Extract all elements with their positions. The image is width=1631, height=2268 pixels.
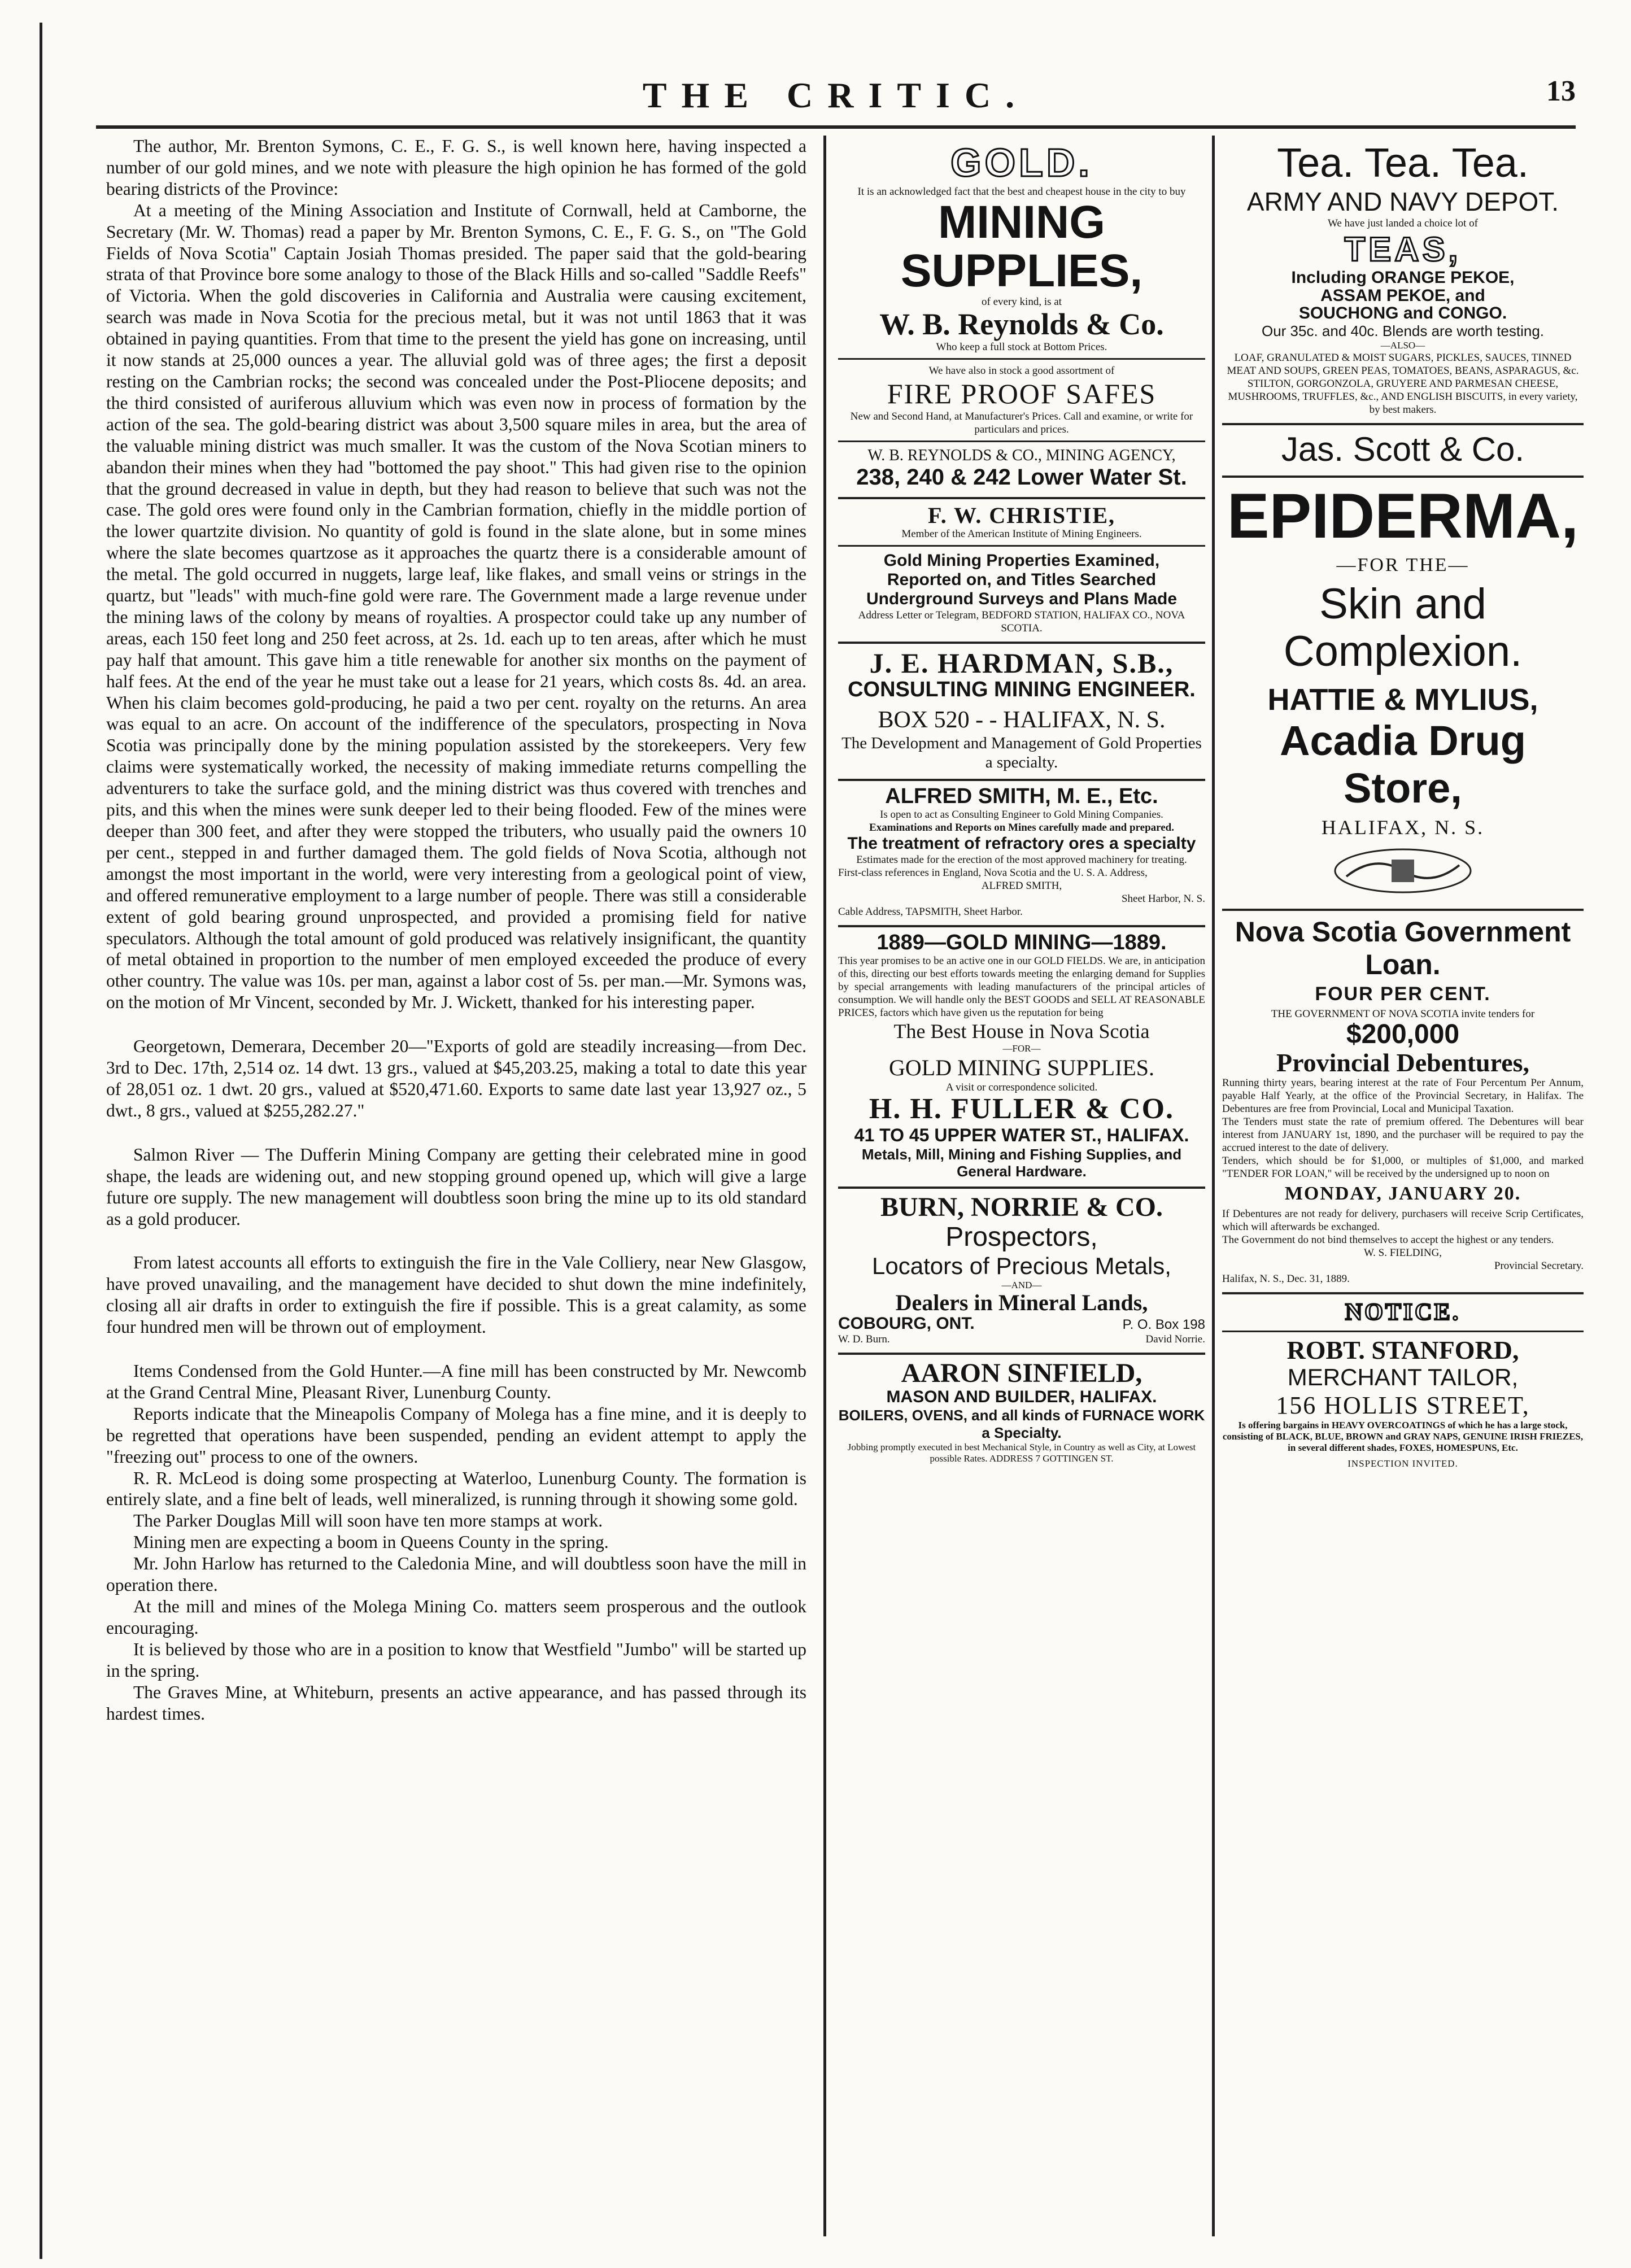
ad-text: Metals, Mill, Mining and Fishing Supplies, and General Hardware. <box>861 1145 1182 1180</box>
coat-of-arms-icon <box>1312 843 1493 899</box>
ad-text: INSPECTION INVITED. <box>1347 1458 1458 1469</box>
ad-text: Underground Surveys and Plans Made <box>866 589 1178 608</box>
column-rule <box>1212 136 1215 2236</box>
ad-heading: Locators of Precious Metals, <box>872 1252 1171 1279</box>
ad-hardman <box>838 644 1205 782</box>
ad-heading: GOLD. <box>950 141 1093 185</box>
ad-heading: Prospectors, <box>945 1222 1098 1252</box>
article-paragraph: Mining men are expecting a boom in Queens County in the spring. <box>133 1532 609 1552</box>
ad-heading: FIRE PROOF SAFES <box>887 377 1157 409</box>
page-header <box>96 75 1576 125</box>
ad-text: —ALSO— <box>1380 339 1425 351</box>
ad-heading: Jas. Scott & Co. <box>1281 430 1525 468</box>
ad-text: This year promises to be an active one in our GOLD FIELDS. We are, in anticipation of this, directing our best efforts towards meeting the enlarging demand for Supplies by special arrangements with leading manufacturers of the principal articles of consumption. We will handle only the BEST GOODS and SELL AT REASONABLE PRICES, factors which have given us the reputation for being <box>838 954 1205 1019</box>
ad-text: W. S. FIELDING, <box>1363 1246 1442 1259</box>
ad-heading: MONDAY, JANUARY 20. <box>1284 1183 1521 1204</box>
ad-text: HALIFAX, N. S. <box>1321 815 1485 839</box>
ad-text: Including ORANGE PEKOE, <box>1291 268 1515 287</box>
article-paragraph: R. R. McLeod is doing some prospecting at Waterloo, Lunenburg County. The formation is entirely slate, and a fine belt of leads, well mineralized, is running through it showing some gold. <box>106 1468 806 1510</box>
article-paragraph: Salmon River — The Dufferin Mining Company are getting their celebrated mine in good shape, the leads are widening out, and new stopping ground opened up, which will give a large future ore supply. The new management will doubtless soon bring the mine up to its old standard as a gold producer. <box>106 1144 806 1229</box>
ad-heading: ALFRED SMITH, M. E., Etc. <box>885 784 1158 809</box>
ad-heading: MINING SUPPLIES, <box>900 197 1143 296</box>
ad-text: If Debentures are not ready for delivery, purchasers will receive Scrip Certificates, which will afterwards be exchanged. <box>1222 1207 1584 1233</box>
ads-column-right <box>1222 136 1584 2236</box>
ad-text: of every kind, is at <box>982 296 1062 308</box>
ad-tea <box>1222 136 1584 425</box>
article-paragraph: At the mill and mines of the Molega Mining Co. matters seem prosperous and the outlook encouraging. <box>106 1597 806 1638</box>
article-paragraph: At a meeting of the Mining Association and Institute of Cornwall, held at Camborne, the Secretary (Mr. W. Thomas) read a paper by Mr. Brenton Symons, C. E., F. G. S., on "The Gold Fields of Nova Scotia" Captain Josiah Thomas presided. The paper said that the gold-bearing strata of that Province bore some analogy to those of the Black Hills and so-called "Saddle Reefs" of Victoria. When the gold discoveries in California and Australia were causing excitement, search was made in Nova Scotia for the precious metal, but it was not until 1863 that it was obtained in paying quantities. From that time to the present the yield has gone on increasing, until it now stands at 25,000 ounces a year. The alluvial gold was of three ages; the first a deposit resting on the Cambrian rocks; the second was concealed under the Post-Pliocene deposits; and the third consisted of auriferous alluvium which was even now in process of formation by the action of the sea. The gold-bearing district was about 3,500 square miles in area, but the area of the valuable mining district was much smaller. It was the custom of the Nova Scotian miners to abandon their mines when they had "bottomed the pay shoot." This had given rise to the opinion that the ground decreased in value in depth, but they had reason to believe that such was not the case. The gold ores were found only in the Cambrian formation, chiefly in the middle portion of the lower quartzite division. No quantity of gold is found in the slate alone, but in some mines where the slate becomes quartzose as it approaches the quartz there is a considerable amount of the metal. The gold occurred in nuggets, large leaf, like flakes, and small veins or strings in the quartz, but "leads" with much-fine gold were rare. The Government made a large revenue under the mining laws of the colony by means of royalties. A prospector could take up any number of areas, each 150 feet long and 250 feet across, at 2s. 1d. each up to ten areas, after which he must pay half that amount. This gave him a title renewable for another six months on the payment of half fees. At the end of the year he must take out a lease for 21 years, which costs 8s. 4d. an area. When his claim becomes gold-producing, he paid a two per cent. royalty on the returns. An area was equal to an acre. On account of the indifference of the speculators, prospecting in Nova Scotia was principally done by the mining population assisted by the storekeepers. Very few claims were systematically worked, the necessity of making immediate returns compelling the adventurers to take the surface gold, and the mining district was thus covered with trenches and pits, and this when the mines were sunk deeper led to their being flooded. Few of the mines were deeper than 300 feet, and after they were stopped the tributers, who usually paid the owners 10 per cent., stepped in and further damaged them. The gold fields of Nova Scotia, although not amongst the most important in the world, were very interesting from a geological point of view, and offered remunerative employment to a large number of people. There was still a considerable extent of gold bearing ground unprospected, and provided a promising field for native speculators. Although the total amount of gold produced was relatively insignificant, the quantity of metal obtained in proportion to the number of men employed exceeded the produce of every other country. The value was 10s. per man, against a labor cost of 5s. per man.—Mr. Symons was, on the motion of Mr Vincent, seconded by Mr. J. Wickett, thanked for his interesting paper. <box>106 200 806 1013</box>
ad-text: The Tenders must state the rate of premium offered. The Debentures will bear interest from JANUARY 1st, 1890, and the purchaser will be required to pay the accrued interest to the date of delivery. <box>1222 1115 1584 1154</box>
ad-text: Jobbing promptly executed in best Mechanical Style, in Country as well as City, at Lowest possible Rates. ADDRESS 7 GOTTINGEN ST. <box>847 1442 1196 1464</box>
ad-text: Sheet Harbor, N. S. <box>1121 893 1205 905</box>
ad-text: A visit or correspondence solicited. <box>945 1081 1098 1093</box>
ad-text: David Norrie. <box>1145 1333 1205 1345</box>
ad-text: The Development and Management of Gold Properties a specialty. <box>841 734 1202 772</box>
ad-text: —FOR THE— <box>1336 554 1469 575</box>
ad-text: Reported on, and Titles Searched <box>887 570 1157 589</box>
ad-text: It is an acknowledged fact that the best and cheapest house in the city to buy <box>857 186 1186 198</box>
ad-heading: Dealers in Mineral Lands, <box>895 1289 1148 1315</box>
article-paragraph: From latest accounts all efforts to extinguish the fire in the Vale Colliery, near New Glasgow, have proved unavailing, and the management have decided to shut down the mine indefinitely, closing all air drafts in order to extinguish the fire if possible. This is a great calamity, as some four hundred men will be thrown out of employment. <box>106 1253 806 1337</box>
ad-text: The Best House in Nova Scotia <box>893 1019 1150 1043</box>
ad-text: Running thirty years, bearing interest at the rate of Four Percentum Per Annum, payable Half Yearly, at the office of the Provincial Secretary, in Halifax. The Debentures are free from Provincial, Local and Municipal Taxation. <box>1222 1076 1584 1115</box>
article-paragraph: It is believed by those who are in a position to know that Westfield "Jumbo" will be started up in the spring. <box>106 1639 806 1681</box>
ad-heading: ROBT. STANFORD, <box>1287 1335 1519 1364</box>
ad-heading: AARON SINFIELD, <box>901 1358 1142 1388</box>
ad-heading: NOTICE. <box>1345 1299 1461 1325</box>
ad-text: THE GOVERNMENT OF NOVA SCOTIA invite tenders for <box>1271 1008 1535 1020</box>
ad-text: The Government do not bind themselves to accept the highest or any tenders. <box>1222 1233 1554 1246</box>
ad-sinfield <box>838 1355 1205 1471</box>
ad-smith <box>838 781 1205 927</box>
ad-heading: Skin and <box>1319 579 1486 628</box>
ad-heading: GOLD MINING SUPPLIES. <box>888 1054 1155 1080</box>
ad-text: LOAF, GRANULATED & MOIST SUGARS, PICKLES, SAUCES, TINNED MEAT AND SOUPS, GREEN PEAS, TOMATOES, BEANS, ASPARAGUS, &c. STILTON, GORGONZOLA, GRUYERE AND PARMESAN CHEESE, MUSHROOMS, TRUFFLES, &c., AND ENGLISH BISCUITS, in every variety, by best makers. <box>1227 351 1579 416</box>
ad-text: SOUCHONG and CONGO. <box>1298 304 1507 322</box>
ad-text: Address Letter or Telegram, BEDFORD STATION, HALIFAX CO., NOVA SCOTIA. <box>858 609 1185 634</box>
ad-text: New and Second Hand, at Manufacturer's Prices. Call and examine, or write for particulars and prices. <box>850 410 1193 435</box>
ad-heading: ARMY AND NAVY DEPOT. <box>1246 187 1559 216</box>
ad-text: BOX 520 - - HALIFAX, N. S. <box>878 707 1166 734</box>
ad-heading: EPIDERMA, <box>1227 480 1579 551</box>
article-paragraph: The Graves Mine, at Whiteburn, presents an active appearance, and has passed through its hardest times. <box>106 1682 806 1724</box>
article-paragraph: Mr. John Harlow has returned to the Caledonia Mine, and will doubtless soon have the mill in operation there. <box>106 1554 806 1595</box>
ad-reynolds <box>838 136 1205 499</box>
binding-margin-line <box>40 23 42 2259</box>
ad-heading: FOUR PER CENT. <box>1315 983 1491 1005</box>
ad-text: Provincial Secretary. <box>1494 1259 1584 1272</box>
ad-scott <box>1222 425 1584 478</box>
ad-text: COBOURG, ONT. <box>838 1314 975 1333</box>
ad-text: First-class references in England, Nova Scotia and the U. S. A. Address, <box>838 867 1148 879</box>
ad-text: Who keep a full stock at Bottom Prices. <box>936 341 1107 353</box>
ad-christie <box>838 499 1205 644</box>
ad-text: Halifax, N. S., Dec. 31, 1889. <box>1222 1272 1350 1285</box>
ad-text: Examinations and Reports on Mines carefully made and prepared. <box>869 822 1174 834</box>
ad-text: —AND— <box>1001 1279 1042 1290</box>
ad-heading: 1889—GOLD MINING—1889. <box>876 931 1167 955</box>
ad-text: We have just landed a choice lot of <box>1328 217 1478 229</box>
article-column <box>106 136 806 2236</box>
article-paragraph: Georgetown, Demerara, December 20—"Exports of gold are steadily increasing—from Dec. 3rd to Dec. 17th, 2,514 oz. 14 dwt. 13 grs., valued at $45,203.25, making a total to date this year of 28,051 oz. 1 dwt. 20 grs., valued at $520,471.60. Exports to same date last year 13,927 oz., 5 dwt., 8 grs., valued at $255,282.27." <box>106 1036 806 1120</box>
page-number: 13 <box>1546 75 1576 107</box>
ad-heading: J. E. HARDMAN, S.B., <box>869 647 1174 679</box>
ad-text: BOILERS, OVENS, and all kinds of FURNACE WORK a Specialty. <box>838 1407 1205 1442</box>
ad-text: The treatment of refractory ores a specialty <box>847 834 1196 853</box>
ads-column-middle <box>838 136 1205 2236</box>
masthead-title: THE CRITIC. <box>642 75 1030 115</box>
ad-text: We have also in stock a good assortment of <box>928 364 1115 377</box>
ad-fuller <box>838 927 1205 1188</box>
ad-burn-norrie <box>838 1189 1205 1355</box>
ad-text: Tenders, which should be for $1,000, or multiples of $1,000, and marked "TENDER FOR LOAN," will be received by the undersigned up to noon on <box>1222 1154 1584 1180</box>
article-paragraph: Reports indicate that the Mineapolis Company of Molega has a fine mine, and it is deeply to be regretted that operations have been suspended, pending an evident attempt to apply the "freezing out" process to one of the owners. <box>106 1403 806 1467</box>
ad-text: 41 TO 45 UPPER WATER ST., HALIFAX. <box>854 1124 1189 1145</box>
ad-text: W. B. REYNOLDS & CO., MINING AGENCY, <box>867 446 1176 464</box>
article-paragraph: Items Condensed from the Gold Hunter.—A fine mill has been constructed by Mr. Newcomb at the Grand Central Mine, Pleasant River, Lunenburg County. <box>106 1361 806 1402</box>
column-rule <box>823 136 826 2236</box>
ad-heading: TEAS, <box>1344 230 1462 268</box>
ad-text: Member of the American Institute of Mining Engineers. <box>901 527 1142 540</box>
ad-text: Our 35c. and 40c. Blends are worth testing. <box>1261 322 1545 339</box>
ad-heading: Acadia Drug Store, <box>1280 717 1526 812</box>
ad-text: W. D. Burn. <box>838 1333 890 1345</box>
ad-text: Estimates made for the erection of the most approved machinery for treating. <box>856 854 1187 866</box>
ad-heading: W. B. Reynolds & Co. <box>879 307 1164 341</box>
ad-text: ALFRED SMITH, <box>981 880 1062 892</box>
ad-text: Is open to act as Consulting Engineer to Gold Mining Companies. <box>880 809 1163 821</box>
ad-text: Is offering bargains in HEAVY OVERCOATINGS of which he has a large stock, consisting of BLACK, BLUE, BROWN and GRAY NAPS, GENUINE IRISH FRIEZES, in several different shades, FOXES, HOMESPUNS, Etc. <box>1222 1419 1584 1453</box>
ad-stanford <box>1222 1294 1584 1476</box>
article-paragraph: The Parker Douglas Mill will soon have ten more stamps at work. <box>133 1511 603 1531</box>
ad-text: ASSAM PEKOE, and <box>1320 286 1485 305</box>
ad-heading: HATTIE & MYLIUS, <box>1267 682 1538 717</box>
ad-text: 238, 240 & 242 Lower Water St. <box>856 464 1187 490</box>
ad-heading: $200,000 <box>1346 1019 1460 1050</box>
ad-heading: CONSULTING MINING ENGINEER. <box>848 678 1196 702</box>
ad-text: Gold Mining Properties Examined, <box>883 551 1160 570</box>
ad-text: MASON AND BUILDER, HALIFAX. <box>886 1388 1157 1407</box>
ad-text: —FOR— <box>1002 1043 1041 1054</box>
ad-heading: MERCHANT TAILOR, <box>1287 1363 1519 1390</box>
ad-epiderma <box>1222 478 1584 911</box>
header-rule <box>96 125 1576 129</box>
ad-heading: Nova Scotia Government Loan. <box>1235 915 1571 980</box>
ad-heading: Tea. Tea. Tea. <box>1277 141 1529 186</box>
article-paragraph: The author, Mr. Brenton Symons, C. E., F. G. S., is well known here, having inspected a number of our gold mines, and we note with pleasure the high opinion he has formed of the gold bearing districts of the Province: <box>106 136 806 199</box>
ad-heading: H. H. FULLER & CO. <box>869 1092 1175 1125</box>
ad-heading: F. W. CHRISTIE, <box>928 502 1115 528</box>
ad-heading: Complexion. <box>1283 627 1523 675</box>
ad-heading: BURN, NORRIE & CO. <box>880 1192 1163 1222</box>
ad-loan <box>1222 911 1584 1294</box>
ad-heading: 156 HOLLIS STREET, <box>1276 1391 1530 1419</box>
ad-heading: Provincial Debentures, <box>1276 1048 1530 1077</box>
ad-text: P. O. Box 198 <box>1122 1316 1205 1332</box>
ad-text: Cable Address, TAPSMITH, Sheet Harbor. <box>838 906 1023 918</box>
